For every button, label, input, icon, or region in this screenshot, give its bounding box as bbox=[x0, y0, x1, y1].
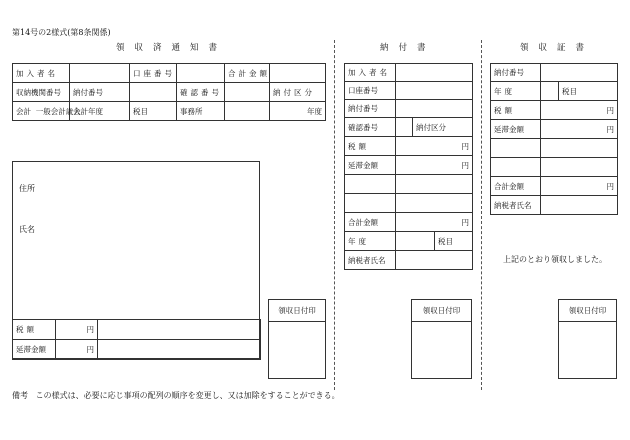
field-office bbox=[225, 102, 270, 121]
left-amount-table bbox=[12, 319, 261, 360]
mid-field-payment-number bbox=[396, 100, 473, 118]
label-receiving-agency: 収納機関番号 bbox=[13, 83, 70, 102]
footer-note bbox=[12, 392, 340, 400]
mid-blank-2 bbox=[345, 194, 396, 213]
mid-label-payment-number: 納付番号 bbox=[345, 100, 396, 118]
stamp-caption-left: 領収日付印 bbox=[269, 300, 325, 322]
label-confirmation-number: 確認番号 bbox=[177, 83, 225, 102]
stamp-caption-right: 領収日付印 bbox=[559, 300, 616, 322]
right-label-total: 合計金額 bbox=[491, 177, 541, 196]
right-field-payment-number bbox=[541, 64, 618, 82]
label-late-fee: 延滞金額 bbox=[13, 340, 56, 360]
right-blank-1 bbox=[491, 139, 541, 158]
right-field-year bbox=[541, 82, 559, 101]
label-account-number: 口座番号 bbox=[130, 64, 177, 83]
label-address: 住所 bbox=[19, 184, 35, 193]
mid-blank-2-field bbox=[396, 194, 473, 213]
label-subscriber-name: 加入者名 bbox=[13, 64, 70, 83]
title-payment-notice: 領収済通知書 bbox=[116, 43, 228, 53]
right-label-tax-amount: 税額 bbox=[491, 101, 541, 120]
yen-late-fee: 円 bbox=[56, 340, 98, 360]
receipt-statement: 上記のとおり領収しました。 bbox=[503, 255, 607, 264]
title-payment-slip: 納付書 bbox=[380, 43, 436, 53]
mid-label-account-number: 口座番号 bbox=[345, 82, 396, 100]
right-yen-late: 円 bbox=[541, 120, 618, 139]
right-yen-total: 円 bbox=[541, 177, 618, 196]
mid-field-confirmation bbox=[396, 118, 413, 137]
right-yen-tax: 円 bbox=[541, 101, 618, 120]
label-office: 事務所 bbox=[177, 102, 225, 121]
mid-label-tax-item: 税目 bbox=[435, 232, 473, 251]
mid-label-year: 年度 bbox=[345, 232, 396, 251]
right-label-taxpayer: 納税者氏名 bbox=[491, 196, 541, 215]
label-tax-item: 税目 bbox=[130, 102, 177, 121]
right-label-year: 年度 bbox=[491, 82, 541, 101]
footer-note-label: 備考 bbox=[12, 391, 28, 400]
receipt-date-stamp-middle bbox=[411, 299, 472, 379]
separator-line-2 bbox=[481, 40, 482, 390]
right-blank-2 bbox=[491, 158, 541, 177]
right-label-payment-number: 納付番号 bbox=[491, 64, 541, 82]
mid-yen-tax: 円 bbox=[396, 137, 473, 156]
mid-label-payment-category: 納付区分 bbox=[413, 118, 473, 137]
label-tax-amount: 税額 bbox=[13, 320, 56, 340]
mid-field-subscriber-name bbox=[396, 64, 473, 82]
label-payment-number: 納付番号 bbox=[70, 83, 130, 102]
field-account-number bbox=[177, 64, 225, 83]
mid-field-year bbox=[396, 232, 435, 251]
right-label-tax-item: 税目 bbox=[559, 82, 618, 101]
yen-tax-amount: 円 bbox=[56, 320, 98, 340]
separator-line-1 bbox=[334, 40, 335, 390]
footer-note-text: この様式は、必要に応じ事項の配列の順序を変更し、又は加除をすることができる。 bbox=[35, 391, 340, 400]
title-receipt: 領収証書 bbox=[520, 43, 595, 53]
right-field-taxpayer bbox=[541, 196, 618, 215]
label-year: 年度 bbox=[270, 102, 326, 121]
mid-label-late-fee: 延滞金額 bbox=[345, 156, 396, 175]
label-total-amount: 合計金額 bbox=[225, 64, 270, 83]
stamp-caption-middle: 領収日付印 bbox=[412, 300, 471, 322]
field-confirmation-number bbox=[225, 83, 270, 102]
right-blank-1-field bbox=[541, 139, 618, 158]
right-label-late-fee: 延滞金額 bbox=[491, 120, 541, 139]
field-subscriber-name bbox=[70, 64, 130, 83]
field-late-fee bbox=[98, 340, 261, 360]
middle-form-table bbox=[344, 63, 473, 270]
label-fiscal-year: 会計年度 bbox=[70, 102, 130, 121]
mid-label-subscriber-name: 加入者名 bbox=[345, 64, 396, 82]
right-blank-2-field bbox=[541, 158, 618, 177]
mid-blank-1 bbox=[345, 175, 396, 194]
mid-yen-late: 円 bbox=[396, 156, 473, 175]
mid-blank-1-field bbox=[396, 175, 473, 194]
mid-label-taxpayer: 納税者氏名 bbox=[345, 251, 396, 270]
left-form-table bbox=[12, 63, 326, 121]
mid-label-tax-amount: 税額 bbox=[345, 137, 396, 156]
mid-field-taxpayer bbox=[396, 251, 473, 270]
right-form-table bbox=[490, 63, 618, 215]
receipt-date-stamp-left bbox=[268, 299, 326, 379]
mid-yen-total: 円 bbox=[396, 213, 473, 232]
label-payment-category: 納付区分 bbox=[270, 83, 326, 102]
label-accounting: 会計 一般会計歳入 bbox=[13, 102, 70, 121]
mid-label-total: 合計金額 bbox=[345, 213, 396, 232]
field-payment-number bbox=[130, 83, 177, 102]
mid-label-confirmation-number: 確認番号 bbox=[345, 118, 396, 137]
field-tax-amount bbox=[98, 320, 261, 340]
mid-field-account-number bbox=[396, 82, 473, 100]
receipt-date-stamp-right bbox=[558, 299, 617, 379]
label-name: 氏名 bbox=[19, 225, 35, 234]
form-number: 第14号の2様式(第8条関係) bbox=[12, 28, 111, 37]
field-total-amount bbox=[270, 64, 326, 83]
